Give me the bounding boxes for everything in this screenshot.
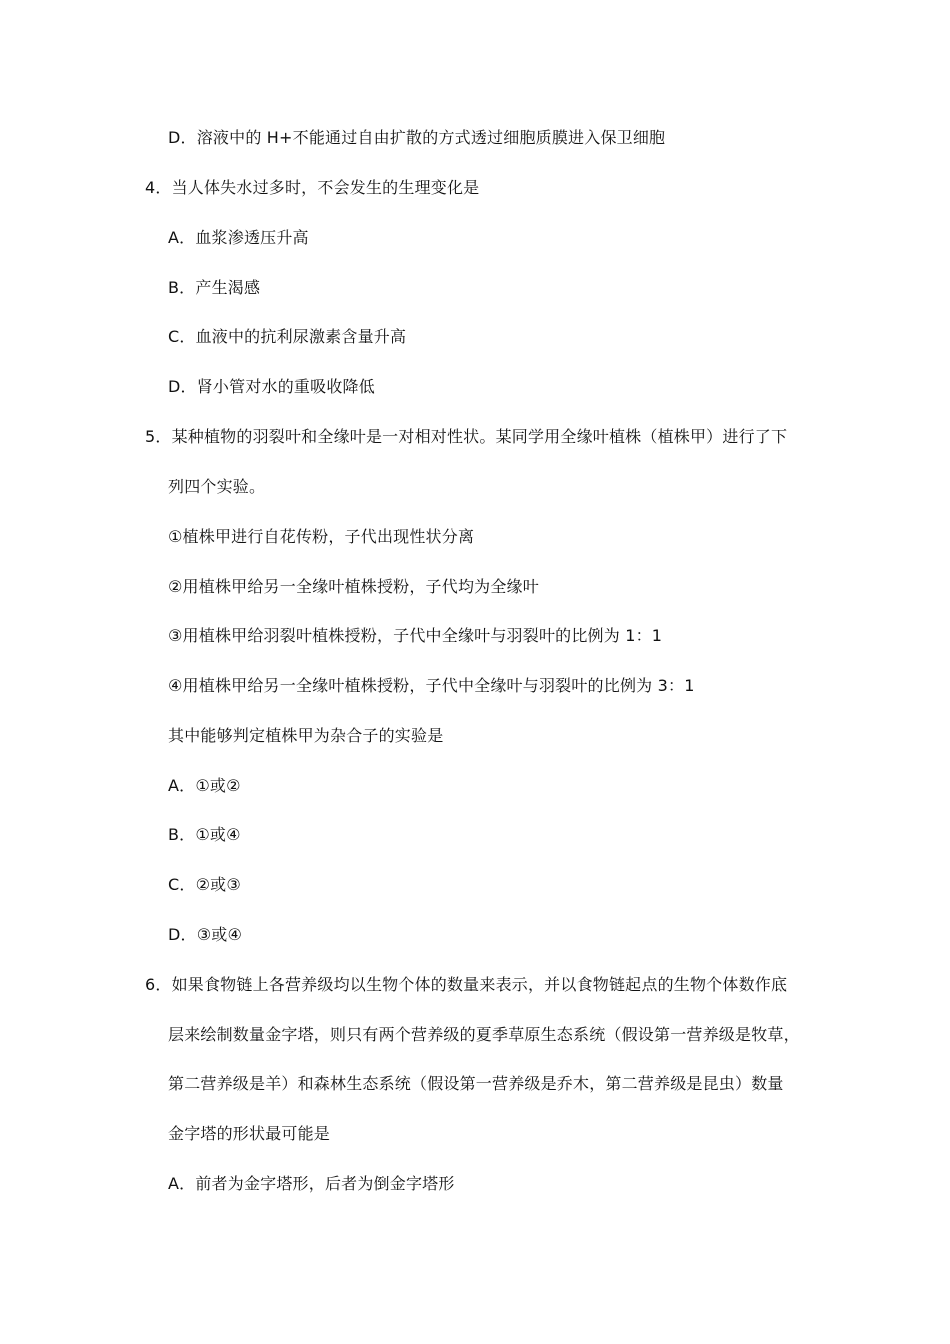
q5-stem-line1: 5．某种植物的羽裂叶和全缘叶是一对相对性状。某同学用全缘叶植株（植株甲）进行了下	[145, 427, 788, 446]
q4-option-a: A．血浆渗透压升高	[168, 228, 309, 247]
q4-option-c: C．血液中的抗利尿激素含量升高	[168, 327, 407, 346]
q5-experiment-3: ③用植株甲给羽裂叶植株授粉，子代中全缘叶与羽裂叶的比例为 1：1	[168, 626, 663, 645]
q5-stem-line2: 列四个实验。	[168, 477, 266, 496]
q3-option-d: D．溶液中的 H+不能通过自由扩散的方式透过细胞质膜进入保卫细胞	[168, 128, 666, 147]
q4-option-b: B．产生渴感	[168, 278, 261, 297]
q5-experiment-2: ②用植株甲给另一全缘叶植株授粉，子代均为全缘叶	[168, 577, 539, 596]
q5-option-b: B．①或④	[168, 825, 241, 844]
q5-experiment-1: ①植株甲进行自花传粉，子代出现性状分离	[168, 527, 475, 546]
q6-stem-line4: 金字塔的形状最可能是	[168, 1124, 331, 1143]
q6-stem-line3: 第二营养级是羊）和森林生态系统（假设第一营养级是乔木，第二营养级是昆虫）数量	[168, 1074, 784, 1093]
q5-experiment-4: ④用植株甲给另一全缘叶植株授粉，子代中全缘叶与羽裂叶的比例为 3：1	[168, 676, 695, 695]
q6-stem-line1: 6．如果食物链上各营养级均以生物个体的数量来表示，并以食物链起点的生物个体数作底	[145, 975, 788, 994]
q4-stem: 4．当人体失水过多时，不会发生的生理变化是	[145, 178, 480, 197]
q6-stem-line2: 层来绘制数量金字塔，则只有两个营养级的夏季草原生态系统（假设第一营养级是牧草，	[168, 1025, 800, 1044]
q6-option-a: A．前者为金字塔形，后者为倒金字塔形	[168, 1174, 455, 1193]
q4-option-d: D．肾小管对水的重吸收降低	[168, 377, 375, 396]
q5-option-d: D．③或④	[168, 925, 243, 944]
q5-option-c: C．②或③	[168, 875, 241, 894]
q5-question: 其中能够判定植株甲为杂合子的实验是	[168, 726, 444, 745]
q5-option-a: A．①或②	[168, 776, 241, 795]
